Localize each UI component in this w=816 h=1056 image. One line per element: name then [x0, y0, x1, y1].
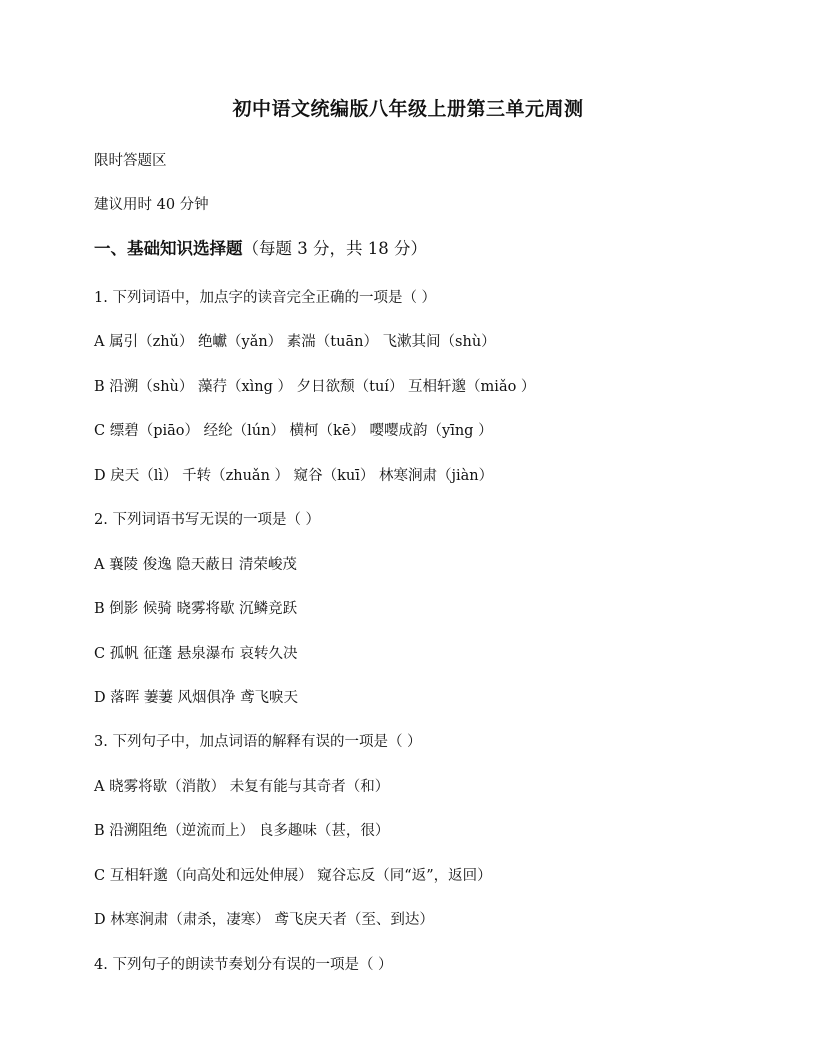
question-1-option-d: D 戾天（lì） 千转（zhuǎn ） 窥谷（kuī） 林寒涧肃（jiàn） — [94, 468, 494, 484]
section-note: （每题 3 分，共 18 分） — [242, 239, 427, 258]
question-2-option-b: B 倒影 候骑 晓雾将歇 沉鳞竞跃 — [94, 601, 298, 617]
question-4-stem: 4. 下列句子的朗读节奏划分有误的一项是（ ） — [94, 957, 393, 973]
question-3-option-c: C 互相轩邈（向高处和远处伸展） 窥谷忘反（同“返”，返回） — [94, 868, 492, 884]
section-title: 一、基础知识选择题 — [94, 239, 243, 258]
question-3-option-d: D 林寒涧肃（肃杀，凄寒） 鸢飞戾天者（至、到达） — [94, 912, 434, 928]
question-2-stem: 2. 下列词语书写无误的一项是（ ） — [94, 512, 321, 528]
document-title: 初中语文统编版八年级上册第三单元周测 — [232, 98, 584, 120]
section-heading — [94, 238, 427, 260]
question-2-option-c: C 孤帆 征蓬 悬泉瀑布 哀转久决 — [94, 646, 298, 662]
question-3-stem: 3. 下列句子中，加点词语的解释有误的一项是（ ） — [94, 734, 422, 750]
question-1-option-c: C 缥碧（piāo） 经纶（lún） 横柯（kē） 嘤嘤成韵（yīng ） — [94, 423, 493, 439]
question-3-option-a: A 晓雾将歇（消散） 未复有能与其奇者（和） — [94, 779, 390, 795]
suggested-time: 建议用时 40 分钟 — [94, 197, 209, 213]
question-2-option-a: A 襄陵 俊逸 隐天蔽日 清荣峻茂 — [94, 557, 297, 573]
time-zone-label: 限时答题区 — [94, 153, 167, 169]
question-1-stem: 1. 下列词语中，加点字的读音完全正确的一项是（ ） — [94, 290, 437, 306]
question-3-option-b: B 沿溯阻绝（逆流而上） 良多趣味（甚，很） — [94, 823, 390, 839]
question-1-option-b: B 沿溯（shù） 藻荇（xìng ） 夕日欲颓（tuí） 互相轩邈（miǎo ） — [94, 379, 536, 395]
question-2-option-d: D 落晖 萋萋 风烟俱净 鸢飞唳天 — [94, 690, 299, 706]
question-1-option-a: A 属引（zhǔ） 绝巘（yǎn） 素湍（tuān） 飞漱其间（shù） — [94, 334, 496, 350]
